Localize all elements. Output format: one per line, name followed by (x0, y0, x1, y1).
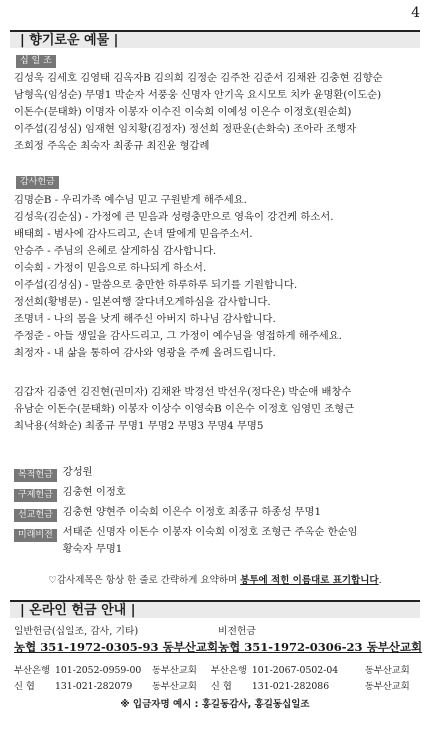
notice-suffix: . (378, 575, 382, 586)
tithe-line: 김성욱 김세호 김영태 김옥자B 김의희 김정순 김주찬 김준서 김채완 김충현 김향순 (14, 72, 383, 84)
bank-name: 신 협 (210, 681, 232, 692)
mission-names: 김충현 양현주 이숙희 이은수 이정호 최종규 하종성 무명1 (62, 506, 322, 518)
thanks-line: 주정준 - 아들 생일을 감사드리고, 그 가정이 예수님을 영접하게 해주세요. (14, 330, 342, 342)
thanks-line: 조명녀 - 나의 몸을 낫게 해주신 아버지 하나님 감사합니다. (14, 313, 276, 325)
general-account-label: 일반헌금(십일조, 감사, 기타) (14, 626, 139, 637)
thanks-line: 안승주 - 주님의 은혜로 살게하심 감사합니다. (14, 245, 217, 257)
offering-notice (0, 574, 430, 587)
thanks-names-line: 유남순 이돈수(문태화) 이봉자 이상수 이영숙B 이은수 이정호 임영민 조형근 (14, 403, 355, 415)
thanks-list (14, 192, 420, 362)
thanks-line: 배태희 - 범사에 감사드리고, 손녀 딸에게 믿음주소서. (14, 228, 253, 240)
online-section-title: | 온라인 헌금 안내 | (10, 600, 420, 618)
tithe-line: 조희정 주옥순 최숙자 최종규 최진윤 형갑례 (14, 140, 210, 152)
bank-account-owner: 동부산교회 (151, 665, 197, 676)
thanks-names-line: 최낙용(석화순) 최종규 무명1 무명2 무명3 무명4 무명5 (14, 420, 264, 432)
offering-section-title: | 향기로운 예물 | (10, 30, 420, 48)
thanks-line: 이숙희 - 가정이 믿음으로 하나되게 하소서. (14, 262, 207, 274)
tithe-line: 이주섭(김성심) 임재현 임치황(김정자) 정선희 정판운(손화숙) 조아라 조행자 (14, 123, 357, 135)
thanks-line: 김명순B - 우리가족 예수님 믿고 구원받게 해주세요. (14, 194, 247, 206)
mission-tag: 선교헌금 (14, 509, 57, 522)
thanks-line: 정선희(황병문) - 일본여행 잘다녀오게하심을 감사합니다. (14, 296, 271, 308)
vision-names (63, 524, 420, 558)
bank-account-owner: 동부산교회 (364, 681, 410, 692)
tithe-line: 이돈수(문태화) 이명자 이봉자 이수진 이숙희 이예성 이은수 이정호(원순희) (14, 106, 352, 118)
vision-account-label: 비전헌금 (218, 626, 256, 637)
tithe-line: 남형옥(임성순) 무명1 박순자 서풍웅 신명자 안기옥 요시모토 치카 윤명환(이도순) (14, 89, 382, 101)
thanks-line: 김성욱(김순심) - 가정에 큰 믿음과 성령충만으로 영육이 강건케 하소서. (14, 211, 334, 223)
thanks-names (14, 384, 420, 435)
vision-tag: 미래비전 (14, 529, 57, 542)
bank-row (14, 664, 410, 678)
vision-account-number: 농협 351-1972-0306-23 동부산교회 (218, 640, 423, 654)
bank-account-owner: 동부산교회 (364, 665, 410, 676)
bank-name: 신 협 (14, 681, 35, 692)
deposit-name-example: ※ 입금자명 예시 : 홍길동감사, 홍길동십일조 (120, 699, 310, 710)
vision-line: 서태준 신명자 이돈수 이봉자 이숙희 이정호 조형근 주옥순 한순임 (62, 526, 358, 538)
notice-emphasis: 봉투에 적힌 이름대로 표기합니다 (240, 575, 379, 586)
thanks-line: 최정자 - 내 삶을 통하여 감사와 영광을 주께 올려드립니다. (14, 347, 276, 359)
purpose-tag: 목적헌금 (14, 469, 57, 482)
bank-account-number: 131-021-282079 (54, 681, 133, 692)
bank-account-owner: 동부산교회 (151, 681, 197, 692)
page-number: 4 (411, 5, 420, 21)
mission-offering-row (14, 504, 420, 523)
relief-tag: 구제헌금 (14, 489, 57, 502)
relief-names: 김충현 이정호 (62, 486, 126, 498)
vision-account (218, 625, 422, 655)
purpose-offering-row (14, 464, 420, 483)
bank-account-number: 101-2067-0502-04 (251, 665, 339, 676)
notice-prefix: ♡감사제목은 항상 한 줄로 간략하게 요약하며 (48, 575, 241, 586)
thanks-tag (16, 175, 59, 189)
bank-name: 부산은행 (14, 665, 50, 676)
general-account (14, 625, 218, 655)
tithe-tag (16, 54, 56, 68)
thanks-names-line: 김갑자 김중연 김진현(권미자) 김채완 박경선 박선우(정다은) 박순애 배창수 (14, 386, 352, 398)
general-account-number: 농협 351-1972-0305-93 동부산교회 (14, 640, 219, 654)
tithe-list (14, 70, 420, 155)
vision-line: 황숙자 무명1 (62, 543, 123, 555)
vision-offering-row (14, 524, 420, 558)
bank-account-number: 101-2052-0959-00 (54, 665, 142, 676)
thanks-tag-label: 감사헌금 (16, 176, 59, 189)
bank-row (14, 680, 410, 694)
bank-name: 부산은행 (210, 665, 247, 676)
thanks-line: 이주섭(김성심) - 말씀으로 충만한 하루하루 되기를 기원합니다. (14, 279, 298, 291)
relief-offering-row (14, 484, 420, 503)
bank-account-number: 131-021-282086 (251, 681, 330, 692)
purpose-names: 강성원 (62, 466, 93, 478)
tithe-tag-label: 십 일 조 (16, 55, 56, 68)
